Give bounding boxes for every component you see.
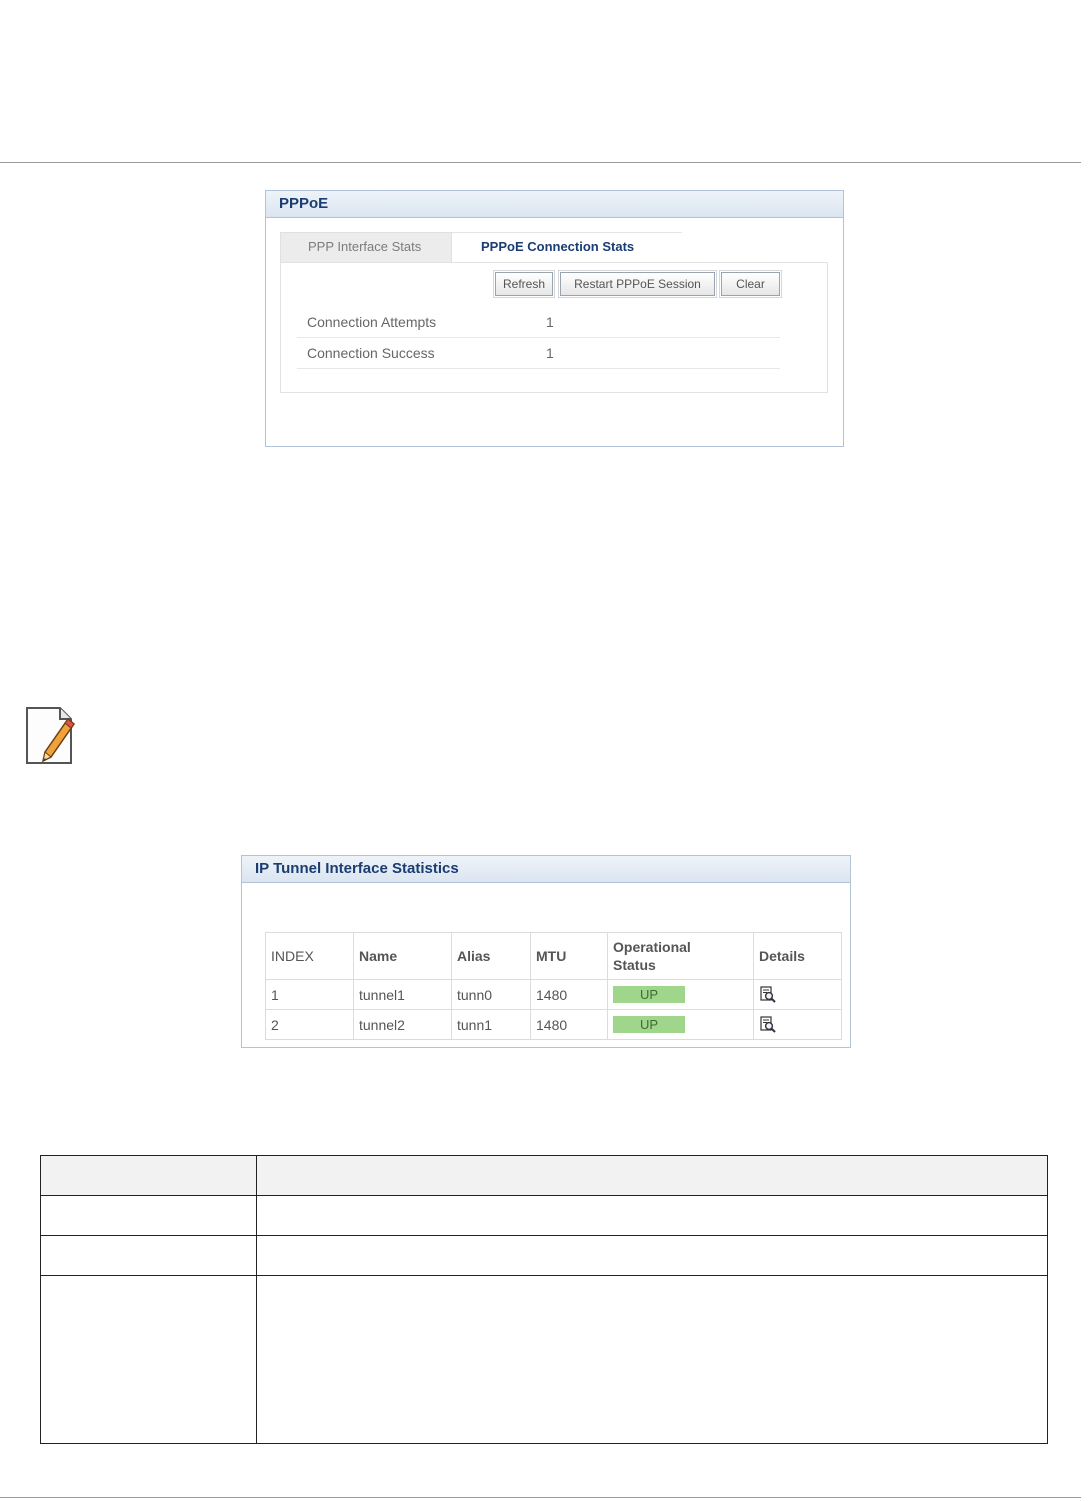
table-cell	[257, 1196, 1048, 1236]
view-details-icon[interactable]	[759, 986, 777, 1004]
stat-value-connection-success: 1	[528, 338, 780, 369]
column-status-line2: Status	[613, 957, 656, 973]
column-status-line1: Operational	[613, 939, 691, 955]
column-name: Name	[354, 933, 452, 980]
footer-divider	[0, 1497, 1081, 1498]
table-cell	[41, 1196, 257, 1236]
cell-details	[754, 1010, 842, 1040]
table-cell	[257, 1276, 1048, 1444]
tab-ppp-interface-stats[interactable]: PPP Interface Stats	[280, 232, 452, 262]
tab-pppoe-connection-stats[interactable]: PPPoE Connection Stats	[452, 232, 682, 262]
cell-mtu: 1480	[531, 1010, 608, 1040]
ip-tunnel-table	[265, 932, 842, 1040]
table-row	[297, 338, 780, 369]
restart-pppoe-session-button[interactable]: Restart PPPoE Session	[560, 272, 715, 296]
header-divider	[0, 162, 1081, 163]
pppoe-panel-title: PPPoE	[266, 191, 843, 218]
pppoe-stats-table	[297, 307, 780, 369]
table-cell	[41, 1276, 257, 1444]
note-pencil-icon	[24, 705, 78, 767]
column-index: INDEX	[266, 933, 354, 980]
parameter-table	[40, 1155, 1048, 1444]
clear-button[interactable]: Clear	[721, 272, 780, 296]
cell-mtu: 1480	[531, 980, 608, 1010]
column-alias: Alias	[452, 933, 531, 980]
status-badge: UP	[613, 1016, 685, 1033]
cell-status	[608, 1010, 754, 1040]
table-header-cell	[257, 1156, 1048, 1196]
cell-name: tunnel1	[354, 980, 452, 1010]
stat-label-connection-attempts: Connection Attempts	[297, 307, 528, 338]
cell-index: 2	[266, 1010, 354, 1040]
table-header-row	[41, 1156, 1048, 1196]
view-details-icon[interactable]	[759, 1016, 777, 1034]
cell-alias: tunn0	[452, 980, 531, 1010]
cell-alias: tunn1	[452, 1010, 531, 1040]
pppoe-panel	[265, 190, 844, 447]
ip-tunnel-panel-title: IP Tunnel Interface Statistics	[242, 856, 850, 883]
column-details: Details	[754, 933, 842, 980]
table-row	[41, 1236, 1048, 1276]
table-row	[266, 980, 842, 1010]
table-cell	[41, 1236, 257, 1276]
cell-status	[608, 980, 754, 1010]
cell-index: 1	[266, 980, 354, 1010]
refresh-button[interactable]: Refresh	[495, 272, 553, 296]
stat-value-connection-attempts: 1	[528, 307, 780, 338]
table-header-cell	[41, 1156, 257, 1196]
cell-name: tunnel2	[354, 1010, 452, 1040]
status-badge: UP	[613, 986, 685, 1003]
column-mtu: MTU	[531, 933, 608, 980]
table-row	[266, 1010, 842, 1040]
table-row	[41, 1196, 1048, 1236]
table-row	[41, 1276, 1048, 1444]
column-operational-status	[608, 933, 754, 980]
stat-label-connection-success: Connection Success	[297, 338, 528, 369]
table-row	[297, 307, 780, 338]
ip-tunnel-panel	[241, 855, 851, 1048]
table-header-row	[266, 933, 842, 980]
table-cell	[257, 1236, 1048, 1276]
cell-details	[754, 980, 842, 1010]
